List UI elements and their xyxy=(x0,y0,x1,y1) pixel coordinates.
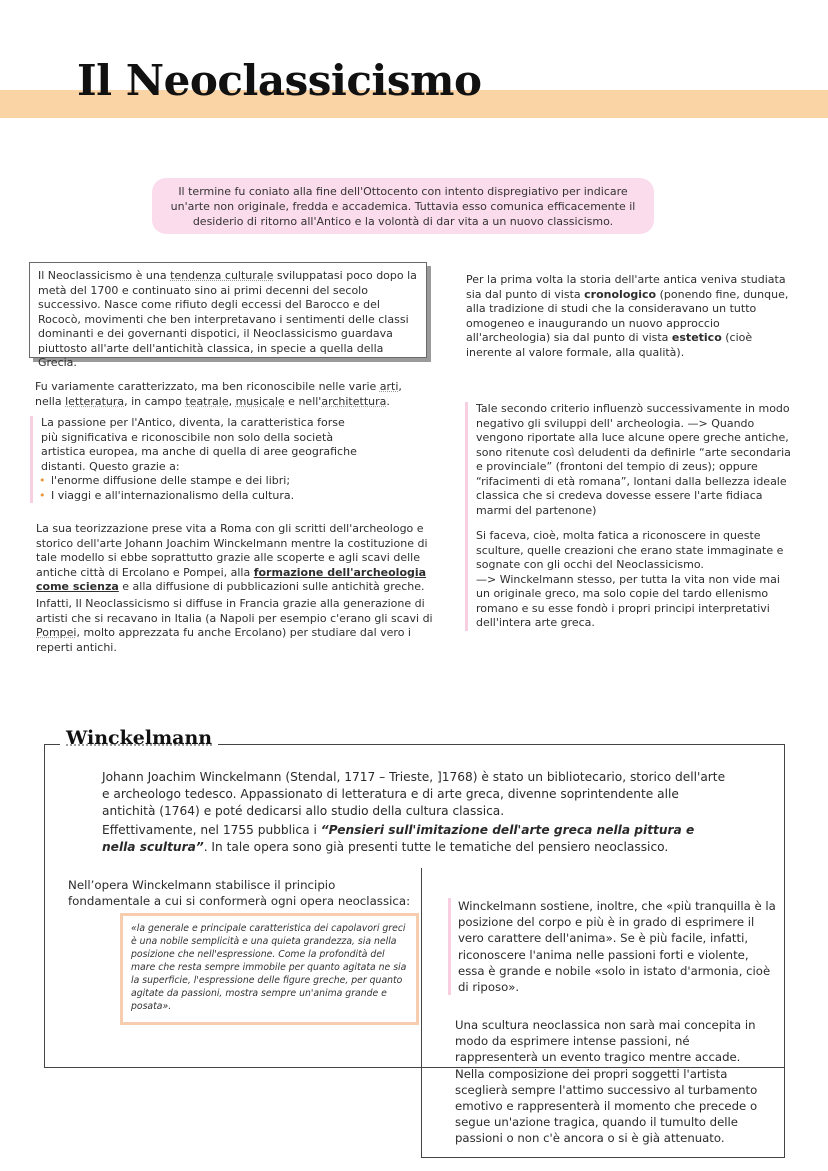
winckelmann-copie-text: —> Winckelmann stesso, per tutta la vita non vide mai un originale greco, ma solo copie del tardo ellenismo romano e su esse fondò i propri principi interpretativi dell'intera arte greca. xyxy=(476,572,780,629)
cronologico-paragraph: Per la prima volta la storia dell'arte antica veniva studiata sia dal punto di vista cronologico (ponendo fine, dunque, alla tradizione di studi che la consideravano un tutto omogeneo e inaugurando un nuovo approccio all'archeologia) sia dal punto di vista estetico (cioè inerente al valore formale, alla qualità). xyxy=(466,273,789,359)
definition-text-a: Il Neoclassicismo è una xyxy=(38,269,171,282)
definition-box xyxy=(29,262,427,369)
criterio-text: Tale secondo criterio influenzò successivamente in modo negativo gli sviluppi dell' archeologia. —> Quando vengono riportate alla luce alcune opere greche antiche, sono ritenute così deludenti da definirle “arte secondaria e provinciale” (frontoni del tempio di zeus); oppure “rifacimenti di età romana”, lontani dalla bellezza ideale classica che si credeva dovesse essere l'arte fidiaca marmi del partenone) xyxy=(476,402,791,517)
list-item: • I viaggi e all'internazionalismo della cultura. xyxy=(41,489,360,504)
teorizzazione-paragraph: La sua teorizzazione prese vita a Roma con gli scritti dell'archeologo e storico dell'arte Johann Joachim Winckelmann mentre la costituzione di tale modello si ebbe soprattutto grazie alle scoperte e agli scavi delle antiche città di Ercolano e Pompei, alla formazione dell'archeologia come scienza e alla diffusione di pubblicazioni sulle antichità greche. xyxy=(36,522,428,593)
winckelmann-quote: «la generale e principale caratteristica dei capolavori greci è una nobile semplicità e una quieta grandezza, sia nella posizione che nell'espressione. Come la profondità del mare che resta sempre immobile per quanto agitata ne sia la superficie, l'espressione delle figure greche, per quanto agitate da passioni, mostra sempre un'anima grande e posata». xyxy=(120,913,419,1025)
infatti-paragraph: Infatti, Il Neoclassicismo si diffuse in Francia grazie alla generazione di artisti che si recavano in Italia (a Napoli per esempio c'erano gli scavi di Pompei, molto apprezzata fu anche Ercolano) per studiare dal vero i reperti antichi. xyxy=(36,597,433,654)
winckelmann-heading: Winckelmann xyxy=(60,727,218,749)
passione-section xyxy=(30,416,360,503)
list-item: • l'enorme diffusione delle stampe e dei libri; xyxy=(41,474,360,489)
fatica-text: Si faceva, cioè, molta fatica a riconoscere in queste sculture, quelle creazioni che erano state immaginate e sognate con gli occhi del Neoclassicismo. xyxy=(476,529,784,571)
passione-text: La passione per l'Antico, diventa, la caratteristica forse più significativa e riconoscibile non solo della società artistica europea, ma anche di quella di aree geografiche distanti. Questo grazie a: xyxy=(41,416,357,473)
sostiene-paragraph: Winckelmann sostiene, inoltre, che «più tranquilla è la posizione del corpo e più è in grado di esprimere il vero carattere dell'anima». Se è più facile, infatti, riconoscere l'anima nelle passioni forti e violente, essa è grande e nobile «solo in istato d'armonia, cioè di riposo». xyxy=(448,898,776,995)
intro-callout: Il termine fu coniato alla fine dell'Ottocento con intento dispregiativo per indicare un'arte non originale, fredda e accademica. Tuttavia esso comunica efficacemente il desiderio di ritorno all'Antico e la volontà di dar vita a un nuovo classicismo. xyxy=(152,178,654,234)
arts-paragraph: Fu variamente caratterizzato, ma ben riconoscibile nelle varie arti, nella letteratura, in campo teatrale, musicale e nell'architettura. xyxy=(35,380,402,408)
pensieri-paragraph: Effettivamente, nel 1755 pubblica i “Pensieri sull'imitazione dell'arte greca nella pittura e nella scultura”. In tale opera sono già presenti tutte le tematiche del pensiero neoclassico. xyxy=(102,823,695,854)
principio-paragraph: Nell’opera Winckelmann stabilisce il principio fondamentale a cui si conformerà ogni opera neoclassica: xyxy=(68,878,411,909)
definition-text-b: sviluppatasi poco dopo la metà del 1700 e continuato sino ai primi decenni del secolo successivo. Nasce come rifiuto degli eccessi del Barocco e del Rococò, movimenti che ben interpretavano i sentimenti delle classi dominanti e dei governanti dispotici, il Neoclassicismo guardava piuttosto all'arte dell'antichità classica, in specie a quella della Grecia. xyxy=(38,269,417,369)
criterio-section xyxy=(465,402,797,631)
pensieri-title: “Pensieri sull'imitazione dell'arte greca nella pittura e nella scultura” xyxy=(102,823,695,854)
tendenza-culturale-link: tendenza culturale xyxy=(170,269,274,282)
scultura-paragraph: Una scultura neoclassica non sarà mai concepita in modo da esprimere intense passioni, né rappresenterà un evento tragico mentre accade. Nella composizione dei propri soggetti l'artista sceglierà sempre l'attimo successivo al turbamento emotivo e rappresenterà il momento che precede o segue un'azione tragica, quando il tumulto delle passioni o non c'è ancora o si è già attenuato. xyxy=(455,1018,758,1146)
causes-list xyxy=(41,474,360,503)
archeologia-scienza-emphasis: formazione dell'archeologia come scienza xyxy=(36,565,427,593)
winckelmann-bio: Johann Joachim Winckelmann (Stendal, 1717 – Trieste, ]1768) è stato un bibliotecario, storico dell'arte e archeologo tedesco. Appassionato di letteratura e di arte greca, divenne soprintendente alle antichità (1764) e poté dedicarsi allo studio della cultura classica. xyxy=(102,770,726,818)
page-title: Il Neoclassicismo xyxy=(77,56,482,105)
